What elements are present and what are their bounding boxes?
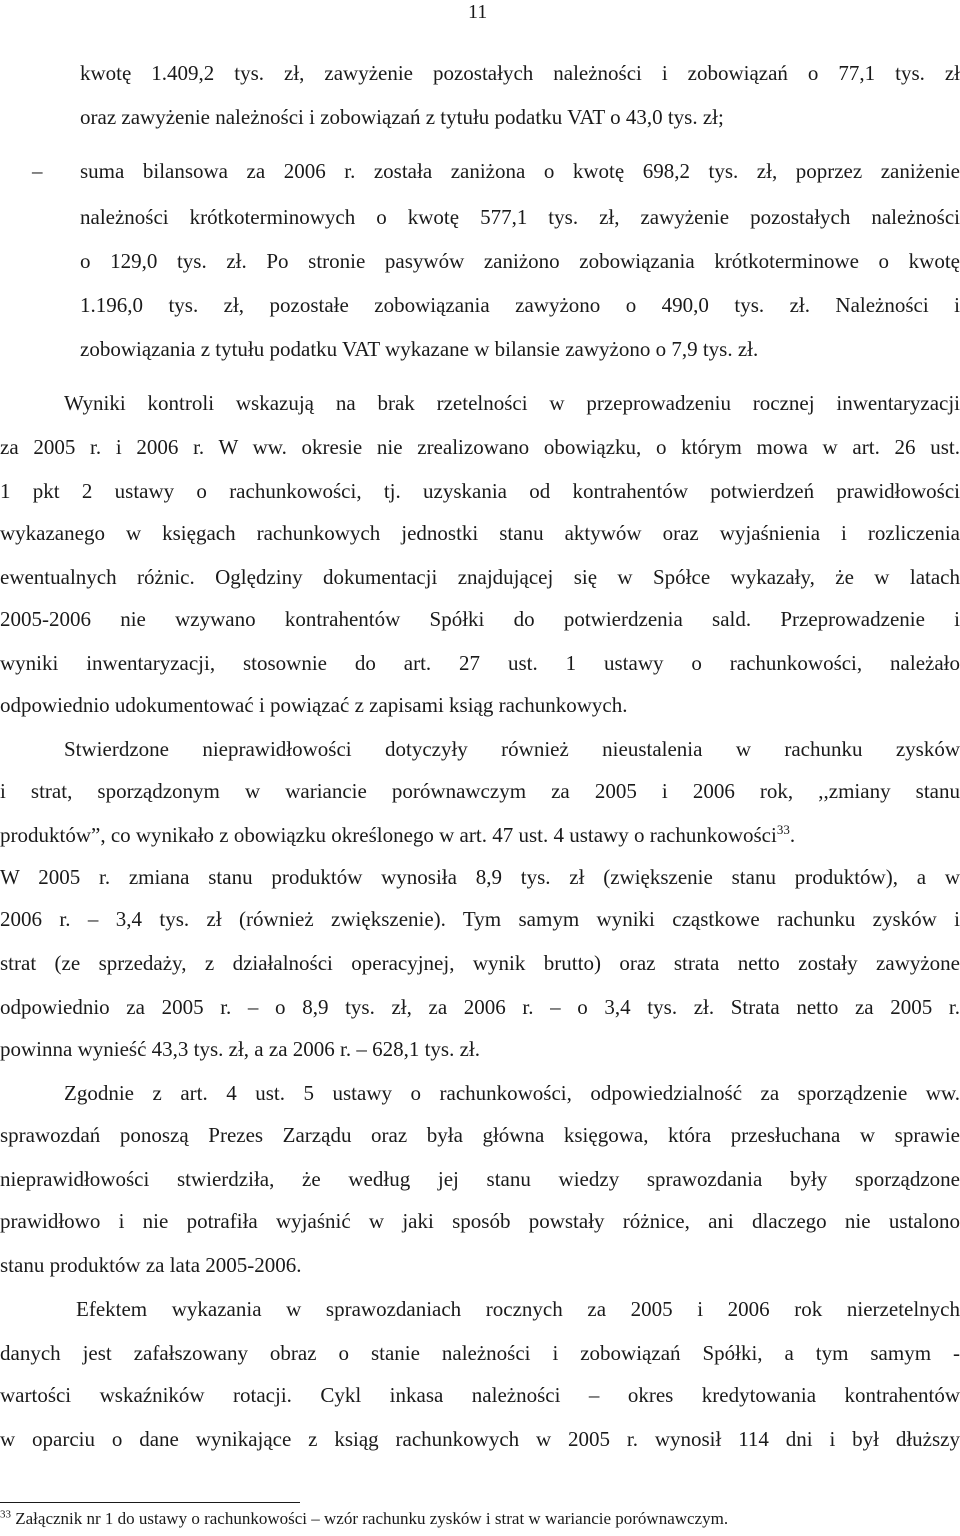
- text-line-content: wykazanego w księgach rachunkowych jednostki stanu aktywów oraz wyjaśnienia i rozliczenia: [0, 521, 960, 545]
- text-line: [0, 434, 960, 460]
- text-line: [76, 1296, 960, 1322]
- text-line-content: odpowiednio za 2005 r. – o 8,9 tys. zł, za 2006 r. – o 3,4 tys. zł. Strata netto za 2005 r.: [0, 995, 960, 1019]
- footnote-reference: 33: [776, 822, 790, 837]
- text-line-content: strat (ze sprzedaży, z działalności operacyjnej, wynik brutto) oraz strata netto zostały zawyżone: [0, 951, 960, 975]
- text-line: [80, 204, 960, 230]
- text-line: [64, 1080, 960, 1106]
- text-line: [0, 864, 960, 890]
- text-line: [0, 520, 960, 546]
- text-line: [0, 1166, 960, 1192]
- text-line: [64, 736, 960, 762]
- text-line: [0, 1426, 960, 1452]
- text-line-content: prawidłowo i nie potrafiła wyjaśnić w jaki sposób powstały różnice, ani dlaczego nie ustalono: [0, 1209, 960, 1233]
- text-line-content: 2005-2006 nie wzywano kontrahentów Spółki do potwierdzenia sald. Przeprowadzenie i: [0, 607, 960, 631]
- text-line-content: sprawozdań ponoszą Prezes Zarządu oraz była główna księgowa, która przesłuchana w sprawie: [0, 1123, 960, 1147]
- text-line: [0, 1208, 960, 1234]
- text-line: [80, 104, 724, 130]
- text-line: [0, 822, 795, 848]
- text-line: [80, 336, 758, 362]
- text-line-content: 2006 r. – 3,4 tys. zł (również zwiększenie). Tym samym wyniki cząstkowe rachunku zysków i: [0, 907, 960, 931]
- text-line-content: produktów”, co wynikało z obowiązku określonego w art. 47 ust. 4 ustawy o rachunkowości: [0, 823, 777, 847]
- text-line-content: 1.196,0 tys. zł, pozostałe zobowiązania zawyżono o 490,0 tys. zł. Należności i: [80, 293, 960, 317]
- text-line-content: zobowiązania z tytułu podatku VAT wykazane w bilansie zawyżono o 7,9 tys. zł.: [80, 337, 759, 361]
- text-line-content: danych jest zafałszowany obraz o stanie należności i zobowiązań Spółki, a tym samym -: [0, 1341, 960, 1365]
- text-line-content: wartości wskaźników rotacji. Cykl inkasa należności – okres kredytowania kontrahentów: [0, 1383, 960, 1407]
- text-line: [0, 1036, 480, 1062]
- text-line: [0, 994, 960, 1020]
- text-line: [0, 950, 960, 976]
- text-line-content: Wyniki kontroli wskazują na brak rzetelności w przeprowadzeniu rocznej inwentaryzacji: [64, 391, 960, 415]
- text-line-content: Efektem wykazania w sprawozdaniach rocznych za 2005 i 2006 rok nierzetelnych: [76, 1297, 960, 1321]
- text-line-content: Zgodnie z art. 4 ust. 5 ustawy o rachunkowości, odpowiedzialność za sporządzenie ww.: [64, 1081, 960, 1105]
- text-line: [80, 248, 960, 274]
- text-line-content: 1 pkt 2 ustawy o rachunkowości, tj. uzyskania od kontrahentów potwierdzeń prawidłowości: [0, 479, 960, 503]
- text-line: [80, 60, 960, 86]
- text-line-punctuation: .: [789, 823, 796, 847]
- text-line: [0, 650, 960, 676]
- footnote-separator: [0, 1502, 300, 1503]
- text-line-content: należności krótkoterminowych o kwotę 577,1 tys. zł, zawyżenie pozostałych należności: [80, 205, 960, 229]
- text-line: [0, 606, 960, 632]
- text-line-content: za 2005 r. i 2006 r. W ww. okresie nie zrealizowano obowiązku, o którym mowa w art. 26 ust.: [0, 435, 960, 459]
- footnote-number: 33: [0, 1508, 11, 1521]
- text-line: [64, 390, 960, 416]
- text-line-content: wyniki inwentaryzacji, stosownie do art. 27 ust. 1 ustawy o rachunkowości, należało: [0, 651, 960, 675]
- text-line-content: Stwierdzone nieprawidłowości dotyczyły również nieustalenia w rachunku zysków: [64, 737, 960, 761]
- text-line: [0, 478, 960, 504]
- text-line-content: oraz zawyżenie należności i zobowiązań z tytułu podatku VAT o 43,0 tys. zł;: [80, 105, 724, 129]
- footnote: [0, 1508, 728, 1530]
- text-line: [80, 292, 960, 318]
- footnote-text: Załącznik nr 1 do ustawy o rachunkowości – wzór rachunku zysków i strat w wariancie porównawczym.: [15, 1509, 729, 1528]
- text-line: [0, 1252, 302, 1278]
- text-line-content: kwotę 1.409,2 tys. zł, zawyżenie pozostałych należności i zobowiązań o 77,1 tys. zł: [80, 61, 960, 85]
- text-line-content: ewentualnych różnic. Oględziny dokumentacji znajdującej się w Spółce wykazały, że w latach: [0, 565, 960, 589]
- text-line-content: o 129,0 tys. zł. Po stronie pasywów zaniżono zobowiązania krótkoterminowe o kwotę: [80, 249, 960, 273]
- text-line-content: w oparciu o dane wynikające z ksiąg rachunkowych w 2005 r. wynosił 114 dni i był dłuższy: [0, 1427, 960, 1451]
- text-line-content: suma bilansowa za 2006 r. została zaniżona o kwotę 698,2 tys. zł, poprzez zaniżenie: [80, 159, 960, 183]
- text-line-content: odpowiednio udokumentować i powiązać z zapisami ksiąg rachunkowych.: [0, 693, 628, 717]
- text-line: [0, 692, 627, 718]
- text-line-content: nieprawidłowości stwierdziła, że według jej stanu wiedzy sprawozdania były sporządzone: [0, 1167, 960, 1191]
- text-line: [0, 1122, 960, 1148]
- text-line-content: W 2005 r. zmiana stanu produktów wynosiła 8,9 tys. zł (zwiększenie stanu produktów), a w: [0, 865, 960, 889]
- text-line: [0, 906, 960, 932]
- text-line-content: powinna wynieść 43,3 tys. zł, a za 2006 r. – 628,1 tys. zł.: [0, 1037, 481, 1061]
- text-line: [0, 564, 960, 590]
- text-line: [0, 778, 960, 804]
- text-line: [0, 1382, 960, 1408]
- text-line: [80, 158, 960, 184]
- page-number: 11: [468, 1, 488, 23]
- text-line-content: stanu produktów za lata 2005-2006.: [0, 1253, 302, 1277]
- bullet-dash: –: [32, 159, 43, 183]
- text-line: [0, 1340, 960, 1366]
- text-line-content: i strat, sporządzonym w wariancie porównawczym za 2005 i 2006 rok, ,,zmiany stanu: [0, 779, 960, 803]
